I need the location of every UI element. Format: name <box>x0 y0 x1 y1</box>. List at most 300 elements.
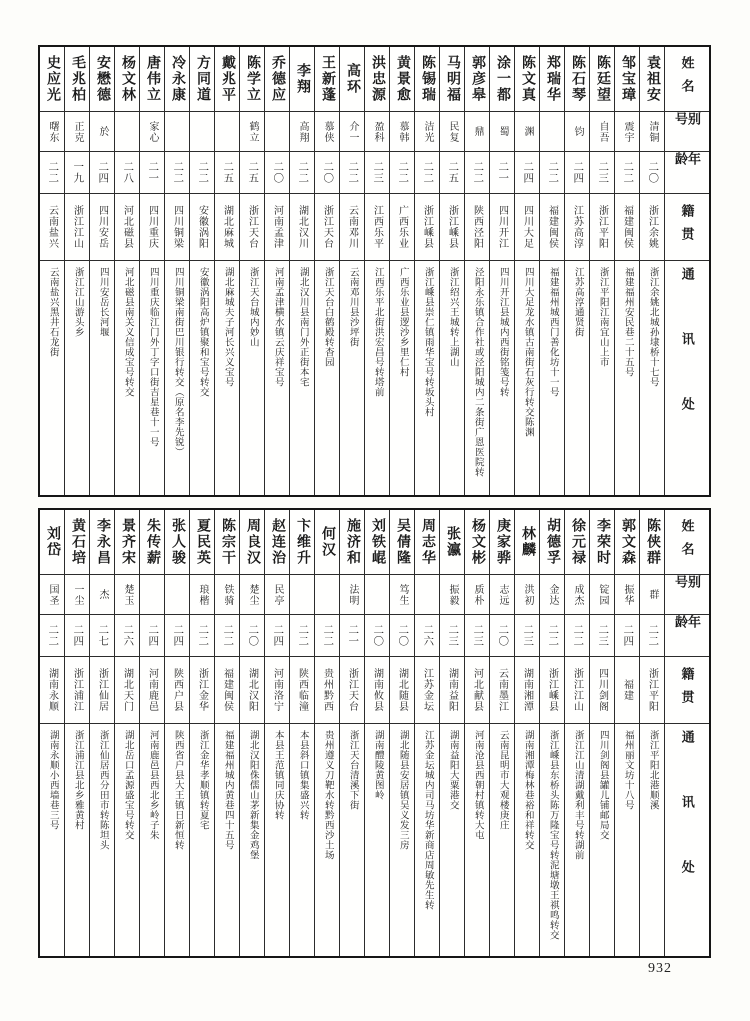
person-age: 二八 <box>122 161 134 184</box>
person-age-cell <box>390 151 414 193</box>
person-name: 郭彦皋 <box>470 55 485 103</box>
person-address-cell <box>365 260 389 495</box>
person-age: 二二 <box>647 624 659 647</box>
person-native-place-cell <box>340 193 364 260</box>
person-age-cell <box>415 614 439 656</box>
person-age: 二五 <box>247 161 259 184</box>
person-alias-cell <box>340 574 364 614</box>
person-native-place: 浙江江山 <box>71 205 83 249</box>
person-address: 福建福州安民巷二十五号 <box>622 267 633 377</box>
person-address: 广西乐业县逻沙乡里仁村 <box>397 267 408 377</box>
person-column <box>414 47 439 495</box>
person-column <box>314 47 339 495</box>
person-native-place: 陕西泾阳 <box>471 205 483 249</box>
header-alias-label: 别号 <box>673 575 701 598</box>
person-native-place: 浙江嵊县 <box>421 205 433 249</box>
person-column <box>564 47 589 495</box>
person-name-cell <box>515 47 539 111</box>
person-name: 郑瑞华 <box>545 55 560 103</box>
person-alias: 质朴 <box>472 583 483 606</box>
person-name-cell <box>265 510 289 574</box>
person-native-place-cell <box>65 193 89 260</box>
person-native-place-cell <box>440 656 464 723</box>
header-name-label: 姓名 <box>679 56 695 102</box>
person-name-cell <box>315 510 339 574</box>
person-age-cell <box>540 151 564 193</box>
person-name-cell <box>190 510 214 574</box>
person-native-place: 四川开江 <box>496 205 508 249</box>
person-age-cell <box>140 614 164 656</box>
person-age-cell <box>240 614 264 656</box>
person-name-cell <box>115 47 139 111</box>
person-age-cell <box>615 614 639 656</box>
person-age-cell <box>565 614 589 656</box>
person-age: 二二 <box>547 161 559 184</box>
person-native-place: 浙江浦江 <box>71 668 83 712</box>
person-column <box>614 510 639 956</box>
person-age: 二二 <box>197 161 209 184</box>
person-address: 浙江仙居西分田市转陈坦头 <box>97 730 108 850</box>
person-address: 福建福州城内黄巷四十五号 <box>222 730 233 850</box>
person-age-cell <box>590 614 614 656</box>
person-age: 二〇 <box>272 161 284 184</box>
person-address: 浙江绍兴王城转上湖山 <box>447 267 458 367</box>
person-alias-cell <box>415 111 439 151</box>
header-cell-age <box>665 151 709 193</box>
person-column <box>589 510 614 956</box>
person-address-cell <box>440 723 464 956</box>
person-name-cell <box>390 47 414 111</box>
person-alias-cell <box>465 574 489 614</box>
person-native-place-cell <box>640 193 664 260</box>
person-name-cell <box>365 510 389 574</box>
person-name: 唐伟立 <box>145 55 160 103</box>
person-alias-cell <box>490 111 514 151</box>
person-age: 二二 <box>547 624 559 647</box>
person-name-cell <box>615 47 639 111</box>
person-native-place: 河南洛宁 <box>271 668 283 712</box>
person-name: 陈石琴 <box>570 55 585 103</box>
person-age: 二二 <box>297 624 309 647</box>
person-name: 李荣时 <box>595 518 610 566</box>
person-name: 陈侠群 <box>645 518 660 566</box>
person-native-place: 浙江天台 <box>346 668 358 712</box>
person-address-cell <box>315 260 339 495</box>
person-alias: 於 <box>97 126 108 137</box>
person-address-cell <box>415 723 439 956</box>
header-native-label: 籍贯 <box>679 204 695 250</box>
person-address-cell <box>240 723 264 956</box>
person-native-place-cell <box>515 193 539 260</box>
header-column <box>664 47 709 495</box>
person-age-cell <box>290 151 314 193</box>
person-native-place-cell <box>590 193 614 260</box>
person-column <box>64 510 89 956</box>
person-native-place: 浙江仙居 <box>96 668 108 712</box>
person-native-place-cell <box>390 193 414 260</box>
person-native-place: 福建闽侯 <box>546 205 558 249</box>
person-age: 二一 <box>497 161 509 184</box>
person-name-cell <box>215 510 239 574</box>
person-name: 邹宝璋 <box>620 55 635 103</box>
person-age-cell <box>440 151 464 193</box>
person-address-cell <box>515 260 539 495</box>
person-alias-cell <box>465 111 489 151</box>
person-alias: 群 <box>647 589 658 600</box>
person-name-cell <box>290 510 314 574</box>
person-native-place: 四川铜梁 <box>171 205 183 249</box>
person-address-cell <box>265 723 289 956</box>
person-alias-cell <box>65 111 89 151</box>
person-alias-cell <box>240 111 264 151</box>
person-alias: 民亭 <box>272 583 283 606</box>
person-native-place: 浙江平阳 <box>596 205 608 249</box>
person-native-place: 云南墨江 <box>496 668 508 712</box>
person-name-cell <box>640 510 664 574</box>
person-age-cell <box>365 614 389 656</box>
person-age-cell <box>40 614 64 656</box>
person-alias-cell <box>315 111 339 151</box>
person-address-cell <box>440 260 464 495</box>
person-address-cell <box>490 260 514 495</box>
person-age-cell <box>240 151 264 193</box>
person-age-cell <box>340 151 364 193</box>
person-column <box>614 47 639 495</box>
person-address: 四川铜梁南街巴川银行转交（原名李先锐） <box>172 267 183 457</box>
person-address-cell <box>115 260 139 495</box>
person-age: 二六 <box>122 624 134 647</box>
person-column <box>564 510 589 956</box>
person-name-cell <box>90 510 114 574</box>
person-address: 湖北岳口孟源盛宝号转交 <box>122 730 133 840</box>
person-age-cell <box>640 151 664 193</box>
person-name: 毛兆柏 <box>70 55 85 103</box>
person-alias: 鹤立 <box>247 120 258 143</box>
person-alias-cell <box>115 111 139 151</box>
header-cell-name <box>665 510 709 574</box>
person-native-place-cell <box>490 193 514 260</box>
person-address-cell <box>290 260 314 495</box>
person-address: 湖北汉阳侏儒山茅新集金鸡堡 <box>247 730 258 860</box>
person-column <box>164 47 189 495</box>
person-name: 杨文彬 <box>470 518 485 566</box>
person-address-cell <box>340 723 364 956</box>
person-column <box>89 510 114 956</box>
person-column <box>639 47 664 495</box>
person-alias: 正克 <box>72 120 83 143</box>
person-address: 湖南湘潭梅林巷裕和祥转交 <box>522 730 533 850</box>
person-address-cell <box>590 260 614 495</box>
person-column <box>139 47 164 495</box>
person-name: 冷永康 <box>170 55 185 103</box>
person-name-cell <box>490 510 514 574</box>
roster-table-top <box>38 45 711 497</box>
person-age-cell <box>90 614 114 656</box>
person-age: 二〇 <box>397 624 409 647</box>
person-alias-cell <box>440 574 464 614</box>
person-column <box>314 510 339 956</box>
person-address: 陕西省户县大王镇日新恒转 <box>172 730 183 850</box>
person-native-place: 河南孟津 <box>271 205 283 249</box>
person-age-cell <box>640 614 664 656</box>
person-address: 湖南益阳大粟港交 <box>447 730 458 810</box>
person-name: 陈学立 <box>245 55 260 103</box>
person-address: 河南沧县西朝村镇转大屯 <box>472 730 483 840</box>
person-native-place-cell <box>640 656 664 723</box>
person-age-cell <box>515 614 539 656</box>
person-native-place-cell <box>365 193 389 260</box>
person-age-cell <box>190 614 214 656</box>
person-age: 二〇 <box>497 624 509 647</box>
person-age: 二四 <box>97 161 109 184</box>
person-native-place: 浙江天台 <box>246 205 258 249</box>
person-address-cell <box>390 260 414 495</box>
person-name: 施济和 <box>345 518 360 566</box>
person-name: 周良汉 <box>245 518 260 566</box>
person-column <box>239 510 264 956</box>
person-native-place: 福建 <box>621 679 633 701</box>
person-column <box>339 47 364 495</box>
person-age-cell <box>490 614 514 656</box>
person-address-cell <box>240 260 264 495</box>
person-native-place: 福建闽侯 <box>221 668 233 712</box>
person-native-place: 四川剑阁 <box>596 668 608 712</box>
header-name-label: 姓名 <box>679 519 695 565</box>
person-column <box>539 510 564 956</box>
person-address-cell <box>540 260 564 495</box>
person-alias-cell <box>140 111 164 151</box>
person-age: 二二 <box>472 161 484 184</box>
person-age-cell <box>215 614 239 656</box>
person-address: 浙江金华孝顺镇转夏宅 <box>197 730 208 830</box>
person-name: 林麟 <box>520 526 535 558</box>
person-address: 浙江天台城内妙山 <box>247 267 258 347</box>
header-cell-name <box>665 47 709 111</box>
person-native-place: 四川安岳 <box>96 205 108 249</box>
person-alias-cell <box>540 111 564 151</box>
person-age: 二二 <box>297 161 309 184</box>
person-address: 湖北汉川县南门外正街本宅 <box>297 267 308 387</box>
person-age-cell <box>40 151 64 193</box>
person-native-place-cell <box>290 656 314 723</box>
person-alias: 洪初 <box>522 583 533 606</box>
person-native-place-cell <box>90 656 114 723</box>
person-native-place: 四川大足 <box>521 205 533 249</box>
person-native-place-cell <box>540 193 564 260</box>
person-age-cell <box>590 151 614 193</box>
person-age-cell <box>390 614 414 656</box>
person-alias: 金达 <box>547 583 558 606</box>
person-address-cell <box>490 723 514 956</box>
person-age: 二三 <box>472 624 484 647</box>
person-name-cell <box>65 510 89 574</box>
person-native-place-cell <box>265 656 289 723</box>
person-native-place-cell <box>615 193 639 260</box>
person-age: 二二 <box>422 161 434 184</box>
person-native-place-cell <box>165 193 189 260</box>
person-native-place-cell <box>265 193 289 260</box>
person-name-cell <box>190 47 214 111</box>
person-name-cell <box>515 510 539 574</box>
person-address-cell <box>565 260 589 495</box>
person-column <box>264 510 289 956</box>
person-address: 湖北随县安居镇吴义发三房 <box>397 730 408 850</box>
person-alias-cell <box>565 574 589 614</box>
person-alias: 蜀 <box>497 126 508 137</box>
person-age: 二三 <box>522 624 534 647</box>
person-column <box>164 510 189 956</box>
person-alias-cell <box>265 574 289 614</box>
person-name-cell <box>440 47 464 111</box>
person-name: 方同道 <box>195 55 210 103</box>
person-native-place: 浙江嵊县 <box>546 668 558 712</box>
person-native-place: 河北磁县 <box>121 205 133 249</box>
header-cell-native <box>665 193 709 260</box>
person-address: 贵州遵义刀靶水转黔西沙土场 <box>322 730 333 860</box>
person-alias-cell <box>640 574 664 614</box>
person-address: 浙江平阳江南宜山上市 <box>597 267 608 367</box>
person-native-place-cell <box>615 656 639 723</box>
person-column <box>114 47 139 495</box>
person-address-cell <box>590 723 614 956</box>
person-alias-cell <box>265 111 289 151</box>
person-name-cell <box>165 47 189 111</box>
person-age-cell <box>515 151 539 193</box>
person-name: 陈廷望 <box>595 55 610 103</box>
person-name: 郭文森 <box>620 518 635 566</box>
person-age-cell <box>265 614 289 656</box>
person-native-place: 江苏金坛 <box>421 668 433 712</box>
person-native-place: 江苏高淳 <box>571 205 583 249</box>
person-address-cell <box>340 260 364 495</box>
person-age: 二五 <box>222 161 234 184</box>
person-native-place: 贵州黔西 <box>321 668 333 712</box>
person-address: 四川大足龙水镇古南街石灰行转交陈渊 <box>522 267 533 437</box>
person-address: 江苏金坛城内司马坊华新商店周敏先生转 <box>422 730 433 910</box>
person-name: 陈宗干 <box>220 518 235 566</box>
person-name: 何汉 <box>320 526 335 558</box>
person-name-cell <box>540 510 564 574</box>
person-alias: 楚玉 <box>122 583 133 606</box>
person-alias: 渊 <box>522 126 533 137</box>
person-native-place-cell <box>65 656 89 723</box>
person-age: 二四 <box>572 161 584 184</box>
person-native-place: 云南邓川 <box>346 205 358 249</box>
person-address: 云南邓川县沙坪街 <box>347 267 358 347</box>
person-alias-cell <box>640 111 664 151</box>
person-alias: 自吾 <box>597 120 608 143</box>
person-alias: 鼎 <box>472 126 483 137</box>
person-address: 浙江天台白鹤殿转杳园 <box>322 267 333 367</box>
person-name-cell <box>140 47 164 111</box>
person-native-place-cell <box>465 193 489 260</box>
person-name: 洪忠源 <box>370 55 385 103</box>
person-address: 湖南醴陵黄图岭 <box>372 730 383 800</box>
person-name: 高环 <box>345 63 360 95</box>
person-native-place-cell <box>115 193 139 260</box>
person-alias-cell <box>40 574 64 614</box>
person-alias: 笃生 <box>397 583 408 606</box>
person-address: 本县王范镇同庆协转 <box>272 730 283 820</box>
person-native-place-cell <box>490 656 514 723</box>
person-native-place-cell <box>190 656 214 723</box>
person-column <box>89 47 114 495</box>
person-native-place-cell <box>115 656 139 723</box>
header-cell-contact <box>665 723 709 956</box>
header-column <box>664 510 709 956</box>
person-name: 庚家骅 <box>495 518 510 566</box>
person-column <box>439 510 464 956</box>
person-alias-cell <box>590 111 614 151</box>
person-alias: 琅楷 <box>197 583 208 606</box>
person-address: 浙江平阳北港顺溪 <box>647 730 658 810</box>
person-alias-cell <box>365 574 389 614</box>
person-age: 二三 <box>447 624 459 647</box>
person-age: 二四 <box>622 624 634 647</box>
person-alias: 铁骑 <box>222 583 233 606</box>
header-age-label: 年龄 <box>673 152 701 175</box>
header-cell-alias <box>665 111 709 151</box>
person-address-cell <box>115 723 139 956</box>
person-native-place-cell <box>565 193 589 260</box>
person-alias: 杰 <box>97 589 108 600</box>
person-name: 张瀛 <box>445 526 460 558</box>
person-alias-cell <box>615 574 639 614</box>
person-name-cell <box>65 47 89 111</box>
person-native-place-cell <box>590 656 614 723</box>
person-alias: 民复 <box>447 120 458 143</box>
person-alias: 振毅 <box>447 583 458 606</box>
person-name-cell <box>590 510 614 574</box>
person-address-cell <box>40 723 64 956</box>
person-native-place: 浙江金华 <box>196 668 208 712</box>
person-address-cell <box>390 723 414 956</box>
person-alias-cell <box>190 574 214 614</box>
person-name: 袁祖安 <box>645 55 660 103</box>
person-alias: 志远 <box>497 583 508 606</box>
header-cell-alias <box>665 574 709 614</box>
person-name-cell <box>340 510 364 574</box>
person-alias-cell <box>40 111 64 151</box>
person-native-place: 广西乐业 <box>396 205 408 249</box>
person-address: 四川重庆临江门外丁字口街吉星巷十一号 <box>147 267 158 447</box>
person-native-place-cell <box>40 193 64 260</box>
person-name-cell <box>290 47 314 111</box>
person-address-cell <box>365 723 389 956</box>
person-alias-cell <box>165 574 189 614</box>
person-column <box>489 510 514 956</box>
person-alias: 震宇 <box>622 120 633 143</box>
person-address: 江苏高淳通贤街 <box>572 267 583 337</box>
person-address: 本县斜口镇集盛兴转 <box>297 730 308 820</box>
person-name: 徐元禄 <box>570 518 585 566</box>
person-age: 一九 <box>72 161 84 184</box>
person-column <box>464 47 489 495</box>
person-native-place-cell <box>165 656 189 723</box>
person-alias-cell <box>190 111 214 151</box>
person-native-place-cell <box>540 656 564 723</box>
person-address-cell <box>640 723 664 956</box>
person-age-cell <box>365 151 389 193</box>
person-alias-cell <box>215 574 239 614</box>
person-name: 安懋德 <box>95 55 110 103</box>
person-column <box>214 510 239 956</box>
person-name: 周志华 <box>420 518 435 566</box>
person-name-cell <box>415 47 439 111</box>
person-alias-cell <box>515 574 539 614</box>
person-name: 张人骏 <box>170 518 185 566</box>
person-age: 二五 <box>447 161 459 184</box>
